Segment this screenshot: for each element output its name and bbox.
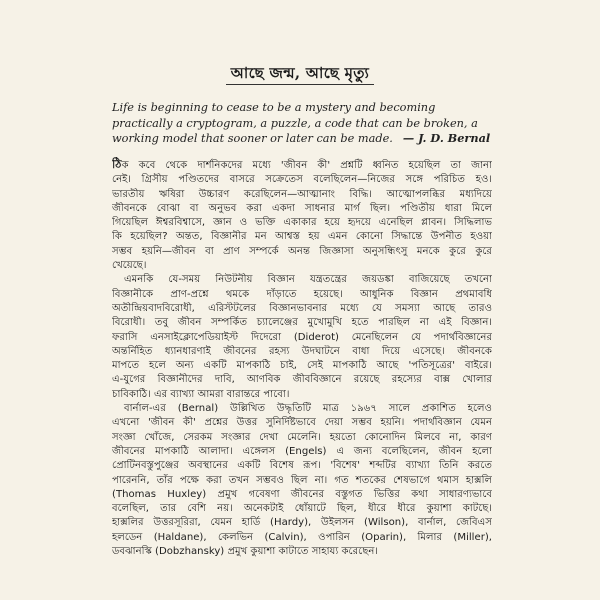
text-line: সম্ভব হয়নি—জীবন বা প্রাণ সম্পর্কে অনন্ত জিজ্ঞাসা অনুসন্ধিৎসু মনকে কুরে কুরে <box>112 245 492 257</box>
paragraph-2 <box>112 273 492 402</box>
text-line: হাক্সলির উত্তরসূরিরা, যেমন হার্ডি (Hardy), উইলসন (Wilson), বার্নাল, জেবিএস <box>112 517 492 529</box>
text-line: বার্নাল-এর (Bernal) উল্লিখিত উদ্ধৃতিটি মাত্র ১৯৬৭ সালে প্রকাশিত হলেও <box>124 403 492 415</box>
text-line-content: ক কবে থেকে দার্শনিকদের মধ্যে 'জীবন কী' প্রশ্নটি ধ্বনিত হয়েছিল তা জানা <box>121 160 492 171</box>
text-line: অতীন্দ্রিয়বাদবিরোধী, এরিস্টটলের বিজ্ঞানভাবনার মধ্যে যে সমস্যা আছে তারও <box>112 302 492 314</box>
epigraph <box>112 100 490 147</box>
text-line: নেই। গ্রিসীয় পণ্ডিতদের বাসরে সক্রেতেস বলেছিলেন—নিজের সঙ্গে পরিচিত হও। <box>112 174 492 186</box>
text-line: পারেননি, তাঁর পক্ষে করা তখন সম্ভবও ছিল না। গত শতকের শেষভাগে থমাস হাক্সলি <box>112 474 492 486</box>
chapter-title: আছে জন্ম, আছে মৃত্যু <box>230 64 370 82</box>
text-line: জীবনের মাপকাঠি আলাদা। এঙ্গেলস (Engels) এ জন্য বলেছিলেন, জীবন হলো <box>112 445 492 457</box>
text-line: চাবিকাঠি। এর ব্যাখ্যা আমরা বারান্তরে পাবো। <box>112 388 290 400</box>
text-line: এখনো 'জীবন কী' প্রশ্নের উত্তর সুনির্দিষ্টভাবে দেয়া সম্ভব হয়নি। পদার্থবিজ্ঞান যেমন <box>112 417 492 429</box>
text-line: প্রোটিনবস্তুপুঞ্জের অবস্থানের একটি বিশেষ রূপ। 'বিশেষ' শব্দটির ব্যাখ্যা তিনি করতে <box>112 460 492 472</box>
epigraph-line: practically a cryptogram, a puzzle, a code that can be broken, a <box>112 116 478 130</box>
paragraph-3 <box>112 402 492 559</box>
text-line: মাপতে হলে অন্য একটি মাপকাঠি চাই, সেই মাপকাঠি আছে 'পতিসূত্রের' বাইরে। <box>112 360 492 372</box>
epigraph-attribution: — J. D. Bernal <box>402 131 491 145</box>
paragraph-1 <box>112 157 492 273</box>
text-line: বিরোধী। তবু জীবন সম্পর্কিত চ্যালেঞ্জের মুখোমুখি হতে পারছিল না এই বিজ্ঞান। <box>112 317 492 329</box>
epigraph-line: working model that sooner or later can be made. <box>112 132 393 145</box>
text-line: বিজ্ঞানীকে প্রাণ-প্রশ্নে থমকে দাঁড়াতে হয়েছে। আধুনিক বিজ্ঞান প্রথমাবধি <box>112 288 492 300</box>
text-line: বলেছিল, তার বেশি নয়। অনেকটাই ধোঁয়াটে ছিল, ধীরে ধীরে কুয়াশা কাটছে। <box>112 503 492 515</box>
text-line: (Thomas Huxley) প্রমুখ গবেষণা জীবনের বস্তুগত ভিত্তির কথা সাধারণ্যভাবে <box>112 488 492 500</box>
text-line: গিয়েছিল ঈশ্বরবিশ্বাসে, জ্ঞান ও ভক্তি একাকার হয়ে হৃদয়ে এনেছিল প্লাবন। সিদ্ধিলাভ <box>112 217 492 229</box>
text-line: ভারতীয় ঋষিরা উচ্চারণ করেছিলেন—আত্মানাং বিদ্ধি। আত্মোপলব্ধির মধ্যদিয়ে <box>112 188 492 200</box>
text-line: অন্তর্নিহিত ধ্যানধারণাই জীবনের রহস্য উদঘাটনে বাধা দিয়ে এসেছে। জীবনকে <box>112 345 492 357</box>
text-line: ফরাসি এনসাইক্লোপেডিয়াইস্ট দিদেরো (Diderot) মেনেছিলেন যে পদার্থবিজ্ঞানের <box>112 331 492 343</box>
text-line: সংজ্ঞা খোঁজে, সেরকম সংজ্ঞার দেখা মেলেনি। হয়তো কোনোদিন মিলবে না, কারণ <box>112 431 492 443</box>
text-line: জীবনকে বোঝা বা অনুভব করা একদা সাধনার মার্গ ছিল। পণ্ডিতীয় ধারা মিলে <box>112 202 492 214</box>
title-divider <box>226 84 374 85</box>
text-line: হলডেন (Haldane), কেলভিন (Calvin), ওপারিন (Oparin), মিলার (Miller), <box>112 531 492 543</box>
body-text <box>112 157 492 559</box>
drop-cap: ঠি <box>112 157 122 171</box>
epigraph-last-line <box>112 131 490 147</box>
text-line: এমনকি যে-সময় নিউটনীয় বিজ্ঞান যন্ত্রতন্ত্রের জয়ডঙ্কা বাজিয়েছে তখনো <box>124 274 492 286</box>
text-line: এ-যুগের বিজ্ঞানীদের দাবি, আণবিক জীববিজ্ঞানে রয়েছে রহস্যের বাক্স খোলার <box>112 374 492 386</box>
text-line: কি হয়েছিল? অন্তত, বিজ্ঞানীর মন আশ্বস্ত হয় এমন কোনো সিদ্ধান্তে উপনীত হওয়া <box>112 231 492 243</box>
text-line: খেয়েছে। <box>112 260 147 272</box>
epigraph-line: Life is beginning to cease to be a mystery and becoming <box>112 101 436 114</box>
text-line: ডবঝানস্কি (Dobzhansky) প্রমুখ কুয়াশা কাটাতে সাহায্য করেছেন। <box>112 546 378 558</box>
text-line <box>112 157 492 173</box>
